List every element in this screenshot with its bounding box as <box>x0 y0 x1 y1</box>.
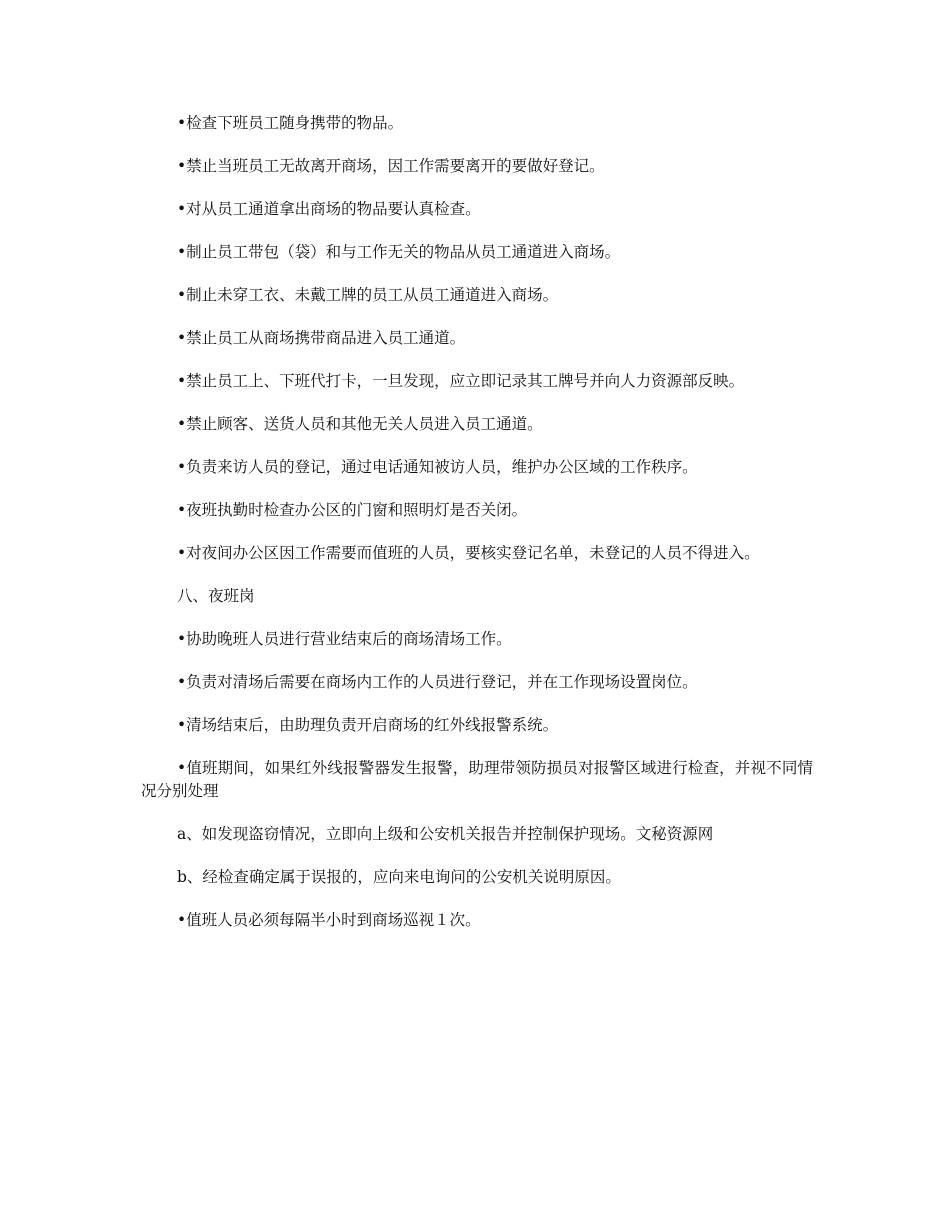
paragraph-2: •禁止当班员工无故离开商场，因工作需要离开的要做好登记。 <box>177 157 605 175</box>
paragraph-8: •禁止顾客、送货人员和其他无关人员进入员工通道。 <box>177 415 543 433</box>
paragraph-3: •对从员工通道拿出商场的物品要认真检查。 <box>177 200 481 218</box>
section-heading-night-shift: 八、夜班岗 <box>177 587 255 605</box>
paragraph-5: •制止未穿工衣、未戴工牌的员工从员工通道进入商场。 <box>177 286 559 304</box>
paragraph-9: •负责来访人员的登记，通过电话通知被访人员，维护办公区域的工作秩序。 <box>177 458 698 476</box>
document-body <box>141 112 813 952</box>
paragraph-13: •协助晚班人员进行营业结束后的商场清场工作。 <box>177 630 512 648</box>
paragraph-6: •禁止员工从商场携带商品进入员工通道。 <box>177 329 466 347</box>
paragraph-16: •值班期间，如果红外线报警器发生报警，助理带领防损员对报警区域进行检查，并视不同情况分别处理 <box>141 759 813 800</box>
paragraph-19: •值班人员必须每隔半小时到商场巡视１次。 <box>177 911 481 929</box>
paragraph-14: •负责对清场后需要在商场内工作的人员进行登记，并在工作现场设置岗位。 <box>177 673 698 691</box>
paragraph-17: a、如发现盗窃情况，立即向上级和公安机关报告并控制保护现场。文秘资源网 <box>177 825 714 843</box>
paragraph-15: •清场结束后，由助理负责开启商场的红外线报警系统。 <box>177 716 559 734</box>
paragraph-4: •制止员工带包（袋）和与工作无关的物品从员工通道进入商场。 <box>177 243 621 261</box>
paragraph-11: •对夜间办公区因工作需要而值班的人员，要核实登记名单，未登记的人员不得进入。 <box>177 544 760 562</box>
paragraph-7: •禁止员工上、下班代打卡，一旦发现，应立即记录其工牌号并向人力资源部反映。 <box>177 372 745 390</box>
paragraph-18: b、经检查确定属于误报的，应向来电询问的公安机关说明原因。 <box>177 868 621 886</box>
paragraph-1: •检查下班员工随身携带的物品。 <box>177 114 404 132</box>
paragraph-10: •夜班执勤时检查办公区的门窗和照明灯是否关闭。 <box>177 501 528 519</box>
